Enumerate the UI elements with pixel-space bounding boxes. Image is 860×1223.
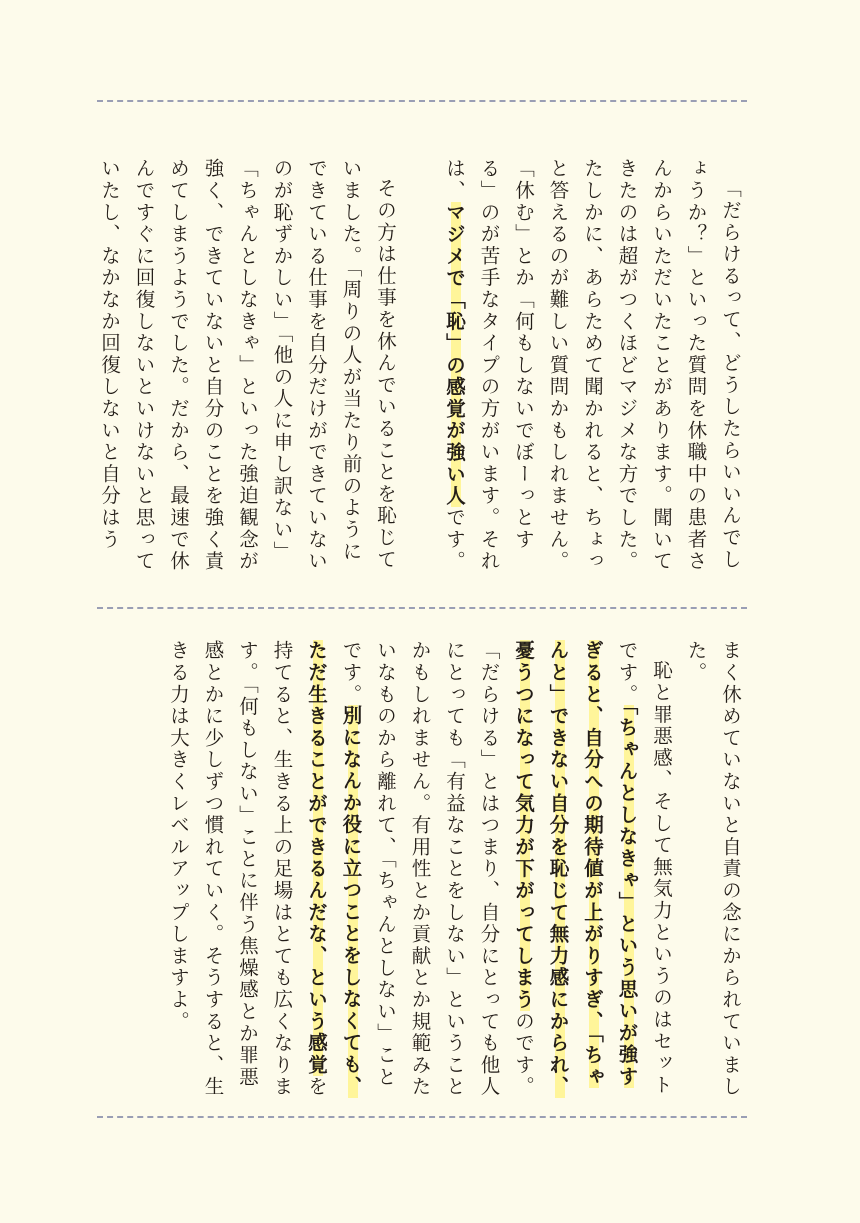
column-bottom [126, 640, 747, 1100]
text-plain: を持てると、生きる上の足場はとても広くなります。「何もしない」ことに伴う焦燥感とか罪悪感とかに少しずつ慣れていく。そうすると、生きる力は大きくレベルアップしますよ。 [167, 640, 328, 1098]
text-plain: です。 [443, 506, 466, 573]
text-plain: 恥と罪悪感、そして無気力というのはセットです。 [615, 640, 673, 1096]
paragraph-question: 「だらけるって、どうしたらいいんでしょうか？」といった質問を休職中の患者さんからいただいたことがあります。聞いてきたのは超がつくほどマジメな方でした。たしかに、あらためて聞かれると、ちょっと答えるのが難しい質問かもしれません。 [546, 158, 742, 573]
divider-bottom [97, 1116, 747, 1118]
column-top [92, 158, 748, 578]
paragraph-guilt [506, 640, 679, 1100]
paragraph-darakeru [161, 640, 506, 1100]
divider-middle [97, 607, 747, 609]
highlight-ikiru: 別になんか役に立つことをしなくても、ただ生きることができるんだな、という感覚 [305, 640, 363, 1098]
text-plain: 「休む」とか「何もしないでぼーっとする」のが苦手なタイプの方がいます。それは、 [443, 158, 535, 573]
highlight-chanto: 「ちゃんとしなきゃ」という思いが強すぎると、自分への期待値が上がりすぎ、「ちゃんと」できない自分を恥じて無力感にかられ、憂うつになって気力が下がってしまう [512, 640, 639, 1098]
paragraph-type [437, 158, 541, 578]
text-plain: のです。 [512, 1010, 535, 1098]
paragraph-shame: その方は仕事を休んでいることを恥じていました。「周りの人が当たり前のようにできている仕事を自分だけができていないのが恥ずかしい」「他の人に申し訳ない」「ちゃんとしなきゃ」といった強迫観念が強く、できていないと自分のことを強く責めてしまうようでした。だから、最速で休んですぐに回復しないといけないと思っていたし、なかなか回復しないと自分はう [98, 158, 397, 573]
highlight-majime: マジメで「恥」の感覚が強い人 [443, 201, 466, 507]
text-plain: 「だらける」とはつまり、自分にとっても他人にとっても「有益なことをしない」ということかもしれません。有用性とか貢献とか規範みたいなものから離れて、「ちゃんとしない」ことです。 [339, 640, 501, 1098]
paragraph-continued: まく休めていないと自責の念にかられていました。 [684, 640, 742, 1098]
divider-top [97, 100, 747, 102]
